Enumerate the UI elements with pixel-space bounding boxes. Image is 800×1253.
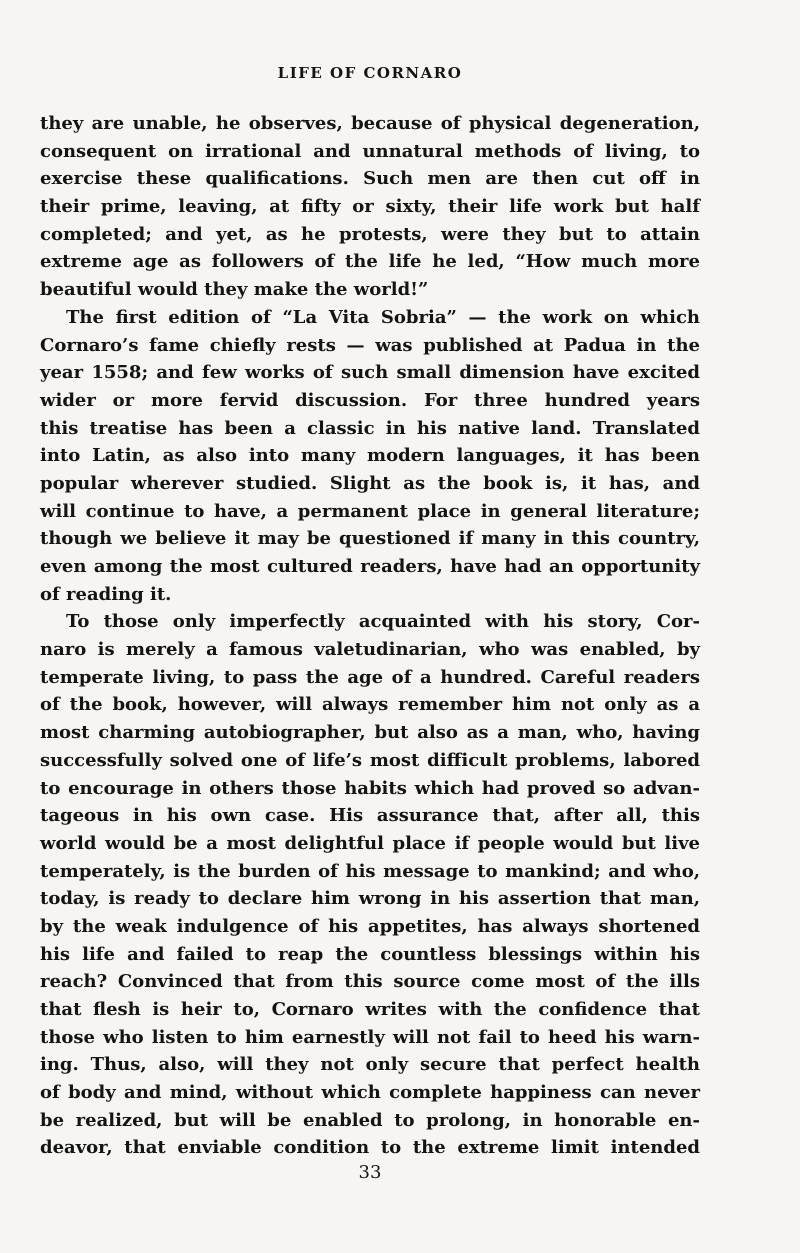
text-line: successfully solved one of life’s most difficult problems, labored — [40, 749, 700, 771]
text-line: completed; and yet, as he protests, were they but to attain — [40, 223, 700, 245]
text-line: this treatise has been a classic in his native land. Translated — [40, 417, 700, 439]
text-line: ing. Thus, also, will they not only secure that perfect health — [40, 1054, 700, 1076]
text-line: exercise these qualifications. Such men are then cut off in — [40, 168, 700, 190]
text-line: year 1558; and few works of such small dimension have excited — [40, 362, 700, 384]
body-text — [40, 110, 700, 1162]
text-line: of reading it. — [40, 583, 172, 605]
text-line: that flesh is heir to, Cornaro writes with the confidence that — [40, 999, 700, 1020]
text-line: world would be a most delightful place if people would but live — [40, 832, 700, 854]
text-line: temperately, is the burden of his message to mankind; and who, — [40, 860, 700, 882]
text-line: temperate living, to pass the age of a hundred. Careful readers — [40, 666, 700, 688]
text-line: those who listen to him earnestly will not fail to heed his warn- — [40, 1026, 700, 1048]
text-line: be realized, but will be enabled to prolong, in honorable en- — [40, 1109, 700, 1131]
text-line: even among the most cultured readers, have had an opportunity — [40, 556, 700, 577]
text-line: today, is ready to declare him wrong in his assertion that man, — [40, 888, 700, 910]
page-number: 33 — [358, 1162, 382, 1183]
text-line: of body and mind, without which complete happiness can never — [40, 1082, 700, 1104]
text-line: To those only imperfectly acquainted with his story, Cor- — [66, 611, 700, 633]
text-line: naro is merely a famous valetudinarian, who was enabled, by — [40, 639, 700, 661]
text-line: wider or more fervid discussion. For three hundred years — [40, 389, 700, 411]
text-line: popular wherever studied. Slight as the book is, it has, and — [40, 472, 700, 494]
text-line: to encourage in others those habits which had proved so advan- — [40, 777, 700, 799]
text-line: consequent on irrational and unnatural methods of living, to — [40, 140, 700, 162]
text-line: most charming autobiographer, but also as a man, who, having — [40, 722, 700, 744]
text-line: beautiful would they make the world!” — [40, 279, 429, 301]
text-line: Cornaro’s fame chiefly rests — was published at Padua in the — [40, 334, 700, 356]
text-line: tageous in his own case. His assurance that, after all, this — [40, 805, 700, 827]
text-line: his life and failed to reap the countless blessings within his — [40, 943, 700, 965]
text-line: reach? Convinced that from this source come most of the ills — [40, 971, 700, 993]
text-line: of the book, however, will always remember him not only as a — [40, 694, 700, 716]
text-line: extreme age as followers of the life he led, “How much more — [40, 251, 700, 273]
text-line: will continue to have, a permanent place in general literature; — [40, 500, 700, 522]
text-line: into Latin, as also into many modern languages, it has been — [40, 445, 700, 467]
text-line: The first edition of “La Vita Sobria” — the work on which — [66, 306, 700, 328]
book-page — [40, 0, 700, 1253]
text-line: their prime, leaving, at fifty or sixty, their life work but half — [40, 196, 700, 218]
text-line: deavor, that enviable condition to the extreme limit intended — [40, 1137, 700, 1159]
running-head: LIFE OF CORNARO — [277, 64, 463, 82]
text-line: by the weak indulgence of his appetites, has always shortened — [40, 915, 700, 937]
text-line: they are unable, he observes, because of physical degeneration, — [40, 113, 700, 134]
text-line: though we believe it may be questioned if many in this country, — [40, 528, 700, 550]
